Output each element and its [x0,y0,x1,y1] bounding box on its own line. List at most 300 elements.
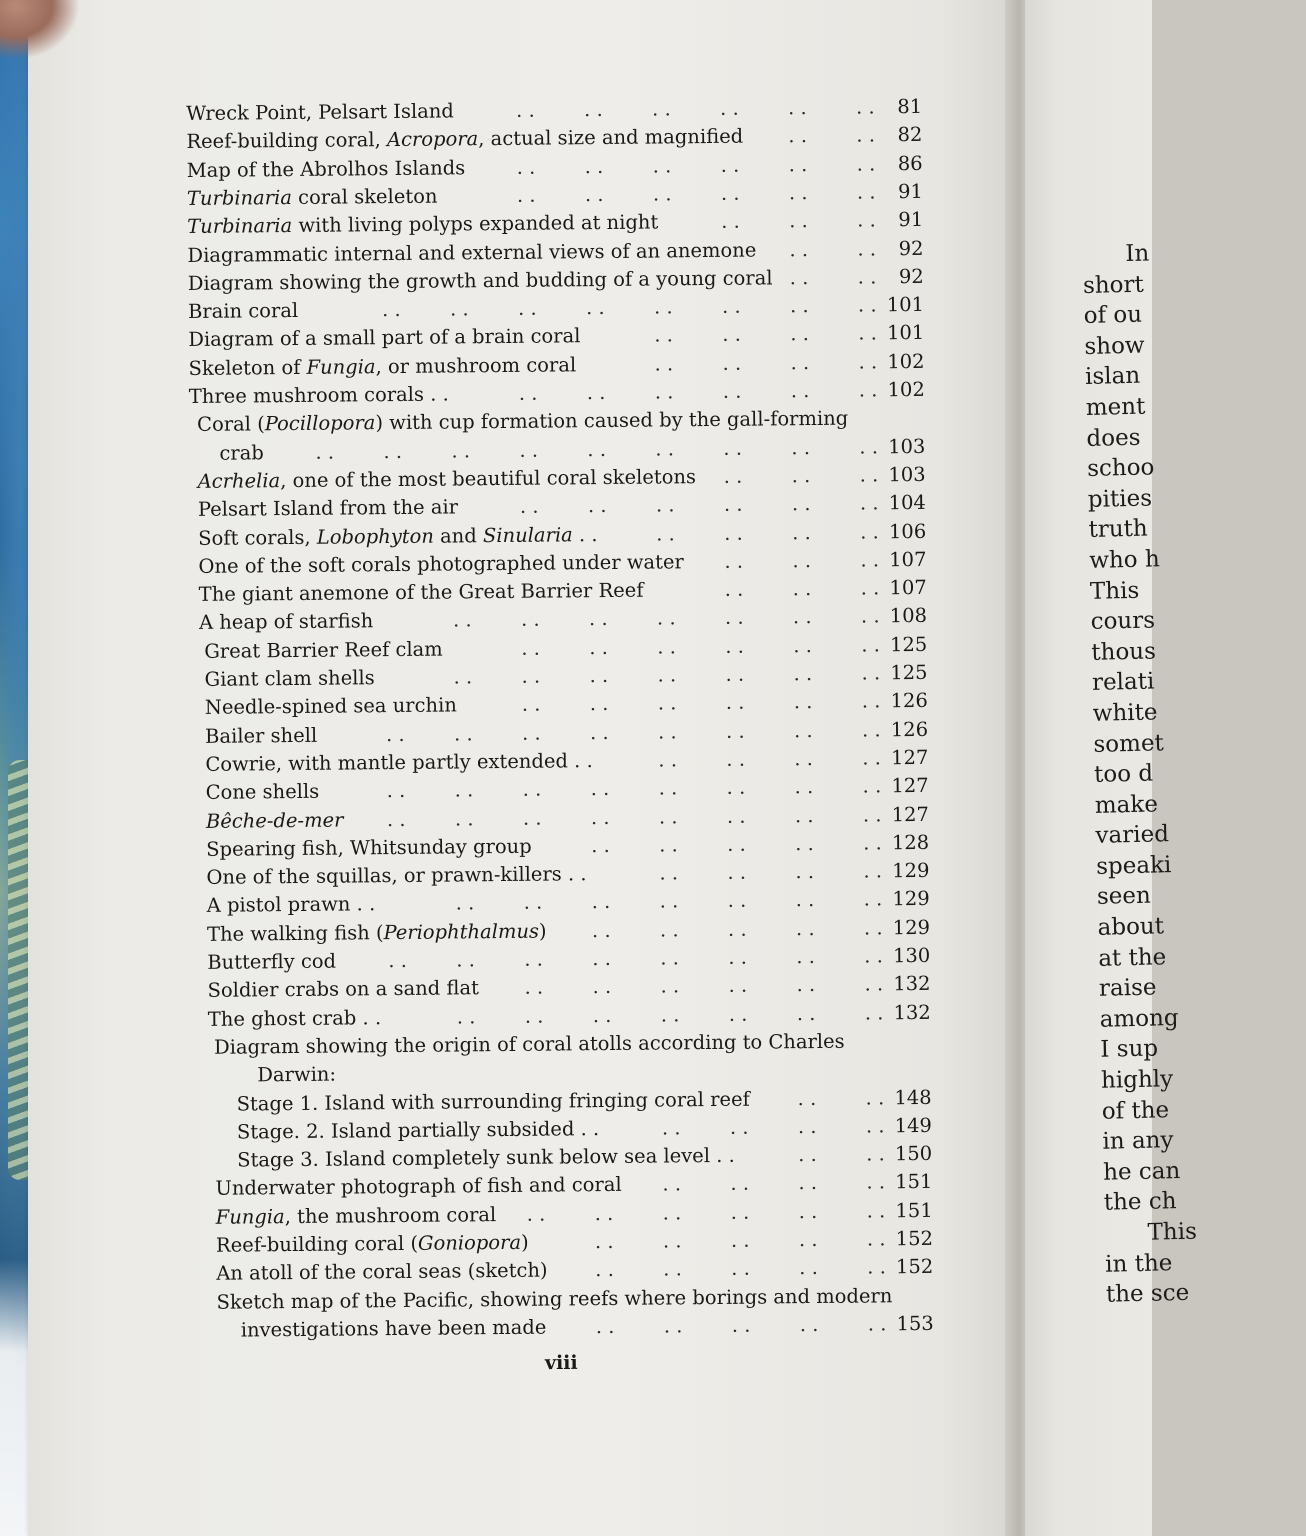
dot-leader: . . [798,1227,818,1252]
right-page-line: of ou [1083,301,1143,330]
dot-leader: . . [721,294,741,318]
right-page-line: speaki [1095,852,1172,880]
dot-leader: . . [864,944,883,968]
entry-text: , one of the most beautiful coral skeletons [280,465,697,493]
dot-leader: . . [663,1257,682,1281]
dot-leader: . . [863,887,883,911]
dot-leader: . . [451,438,471,463]
entry-text: Underwater photograph of fish and coral [215,1173,622,1201]
entry-title [219,439,264,467]
entry-text: Reef-building coral ( [215,1231,419,1257]
dot-leader: . . [659,833,678,857]
right-page-line: raise [1098,974,1157,1003]
dot-leader: . . [857,265,877,289]
dot-leader: . . [795,916,815,940]
right-page-line: truth [1088,515,1148,544]
dot-leader: . . [792,548,812,572]
dot-leader: . . [663,1314,683,1338]
dot-leader: . . [658,804,678,828]
entry-text: One of the squillas, or prawn-killers . . [206,862,587,889]
entry-text: Bailer shell [204,723,318,748]
dot-leader: . . [520,608,540,632]
right-page-line: make [1094,791,1159,819]
entry-text: Soldier crabs on a sand flat [207,976,479,1003]
entry-title [207,948,336,977]
entry-text: Wreck Point, Pelsart Island [186,99,454,125]
dot-leader: . . [385,722,405,746]
italic-name: Sinularia [482,522,573,547]
dot-leader: . . [725,690,745,715]
entry-title [188,297,298,326]
entry-text: Spearing fish, Whitsunday group [206,834,532,861]
dot-leader: . . [516,155,536,179]
dot-leader: . . [728,973,748,998]
right-page-line: seen [1096,883,1152,911]
dot-leader: . . [655,436,675,461]
entry-title [206,860,586,892]
dot-leader: . . [796,1001,816,1025]
dot-leader: . . [657,719,677,744]
dot-leader: . . [386,779,406,803]
dot-leader: . . [725,662,745,686]
dot-leader: . . [860,604,880,628]
dot-leader: . . [724,606,744,630]
dot-leader: . . [654,352,674,376]
dot-leader: . . [799,1256,818,1280]
dot-leader: . . [657,663,677,687]
dot-leader: . . [788,152,808,176]
dot-leader: . . [656,606,676,630]
entry-title [198,463,697,496]
right-page-line: among [1099,1004,1179,1033]
page-number: 91 [898,208,924,232]
dot-leader: . . [856,123,876,147]
dot-leader: . . [662,1200,682,1225]
dot-leader: . . [792,605,812,629]
entry-title [207,891,376,921]
dot-leader: . . [864,1000,884,1025]
dot-leader: . . [793,662,813,686]
entry-text: The ghost crab . . [207,1005,382,1031]
dot-leader: . . [654,323,674,347]
page-number: 128 [891,830,930,855]
dot-leader: . . [791,463,811,488]
dot-leader: . . [789,237,809,261]
right-page-line: the ch [1103,1188,1177,1217]
dot-leader: . . [526,1202,546,1226]
entry-title [215,1171,621,1203]
entry-title [237,1115,600,1146]
page-number: 92 [898,264,924,288]
dot-leader: . . [588,607,608,631]
right-page-line: I sup [1100,1035,1159,1064]
dot-leader: . . [524,947,543,971]
dot-leader: . . [589,692,609,716]
dot-leader: . . [720,153,740,177]
page-number: 150 [894,1141,933,1166]
entry-title [206,778,320,807]
dot-leader: . . [719,96,739,120]
entry-text: Reef-building coral, [186,128,388,154]
italic-name: Fungia [306,354,376,379]
right-page-line: who h [1088,546,1161,574]
dot-leader: . . [793,718,813,742]
entry-text: Coral ( [197,412,265,437]
dot-leader: . . [727,917,747,941]
page-number: 91 [897,179,924,204]
page-number: 103 [888,462,926,487]
dot-leader: . . [792,520,811,544]
entry-text: Three mushroom corals . . [188,382,449,408]
page-number: 101 [886,321,925,345]
dot-leader: . . [863,859,883,883]
dot-leader: . . [656,521,675,546]
entry-text: Needle-spined sea urchin [204,693,457,720]
entry-text: Cone shells [205,779,320,805]
dot-leader: . . [386,807,406,831]
dot-leader: . . [789,265,809,290]
entry-text: . . [572,522,598,546]
dot-leader: . . [856,151,876,176]
dot-leader: . . [855,95,875,119]
dot-leader: . . [866,1199,886,1223]
entry-text: investigations have been made [240,1315,547,1342]
right-page-line: in any [1102,1127,1174,1155]
dot-leader: . . [861,717,881,742]
entry-title [257,1061,336,1090]
dot-leader: . . [517,296,537,320]
page-number: 129 [892,858,930,883]
dot-leader: . . [516,183,536,207]
entry-title [205,721,317,750]
dot-leader: . . [861,633,880,657]
entry-title [204,664,374,694]
entry-text: Cowrie, with mantle partly extended . . [205,749,593,776]
dot-leader: . . [454,806,474,830]
italic-name: Pocillopora [264,411,376,436]
entry-title [188,351,576,383]
dot-leader: . . [793,633,812,657]
right-page-line: at the [1098,943,1167,972]
dot-leader: . . [790,322,809,346]
entry-text: , the mushroom coral [284,1202,497,1228]
page-number: 107 [889,576,927,600]
dot-leader: . . [722,379,742,403]
dot-leader: . . [865,1114,885,1138]
dot-leader: . . [657,691,677,715]
right-page-line: cours [1090,607,1156,636]
dot-leader: . . [453,721,473,746]
entry-text: Giant clam shells [204,666,375,691]
page-number: 126 [890,689,928,713]
dot-leader: . . [858,321,877,345]
dot-leader: . . [723,464,743,488]
dot-leader: . . [584,182,604,207]
dot-leader: . . [655,493,675,517]
dot-leader: . . [453,665,473,689]
dot-leader: . . [519,494,539,519]
right-page-line: This [1147,1218,1198,1246]
dot-leader: . . [653,295,673,319]
dot-leader: . . [797,1114,817,1138]
entry-title [207,975,479,1006]
dot-leader: . . [861,661,881,685]
dot-leader: . . [796,945,815,969]
dot-leader: . . [586,380,606,405]
dot-leader: . . [725,719,745,743]
entry-text: The giant anemone of the Great Barrier Reef [198,578,644,606]
right-page-line: This [1089,577,1140,605]
entry-title [198,548,684,581]
dot-leader: . . [591,890,611,914]
dot-leader: . . [595,1314,615,1339]
page-number: 82 [897,123,923,147]
dot-leader: . . [795,831,814,855]
dot-leader: . . [856,180,876,204]
page-number: 129 [892,915,931,939]
page-number: 81 [897,94,923,119]
entry-title [199,608,373,638]
dot-leader: . . [388,948,407,973]
dot-leader: . . [455,891,475,915]
page-number: 127 [891,802,929,826]
dot-leader: . . [726,775,746,800]
entry-title [237,1142,735,1175]
dot-leader: . . [724,549,744,573]
dot-leader: . . [522,777,542,801]
right-page-line: of the [1101,1096,1170,1125]
right-page-line: highly [1100,1066,1174,1094]
thumb-shadow [0,0,80,60]
dot-leader: . . [859,491,879,515]
dot-leader: . . [584,98,603,122]
page-number: 125 [889,632,928,656]
dot-leader: . . [860,519,879,544]
dot-leader: . . [867,1312,887,1336]
italic-name: Acrhelia [197,469,281,493]
italic-name: Fungia [215,1204,285,1229]
dot-leader: . . [799,1312,819,1337]
page-number: 104 [888,491,927,515]
dot-leader: . . [383,439,403,463]
entry-text: Butterfly cod [207,949,337,974]
italic-name: Bêche-de-mer [205,808,344,833]
dot-leader: . . [787,96,807,120]
dot-leader: . . [858,378,878,402]
italic-name: Turbinaria [187,214,293,239]
page-number: 108 [889,604,928,628]
dot-leader: . . [863,831,882,855]
dot-leader: . . [518,381,538,405]
right-page-line: he can [1102,1157,1181,1186]
entry-text: Stage 1. Island with surrounding fringing coral reef [236,1087,750,1116]
italic-name: Lobophyton [316,524,435,549]
page-number: 102 [887,377,925,402]
entry-title [189,380,449,410]
dot-leader: . . [516,98,535,122]
entry-text: coral skeleton [291,184,438,209]
dot-leader: . . [727,832,746,856]
dot-leader: . . [456,1004,476,1029]
right-page-line: white [1092,699,1158,727]
page-folio: viii [544,1351,578,1375]
page-number: 103 [888,434,926,458]
dot-leader: . . [795,888,815,912]
right-page-line: the sce [1105,1280,1190,1308]
page-number: 152 [895,1226,934,1251]
dot-leader: . . [521,636,540,660]
page-number: 92 [898,236,924,260]
right-page-line: does [1086,424,1141,452]
right-page-text [1082,235,1306,1310]
entry-title [205,747,593,779]
entry-title [216,1201,497,1232]
dot-leader: . . [861,689,881,713]
dot-leader: . . [657,635,676,659]
dot-leader: . . [723,492,743,517]
right-page-line: varied [1095,821,1170,850]
dot-leader: . . [658,748,678,772]
dot-leader: . . [592,1003,612,1027]
entry-text: Diagram showing the growth and budding of a young coral [187,266,773,295]
dot-leader: . . [594,1229,614,1254]
page-number: 107 [889,547,927,572]
dot-leader: . . [659,889,679,913]
entry-text: ) [520,1230,529,1254]
entry-title [187,209,658,242]
right-page [1025,0,1198,1536]
dot-leader: . . [728,1002,748,1026]
page-number: 152 [895,1255,934,1279]
dot-leader: . . [863,916,883,940]
italic-name: Goniopora [417,1230,522,1255]
dot-leader: . . [591,918,611,942]
dot-leader: . . [659,917,679,942]
dot-leader: . . [592,946,611,971]
dot-leader: . . [585,296,605,320]
dot-leader: . . [589,635,608,659]
dot-leader: . . [788,124,808,148]
dot-leader: . . [721,209,740,234]
right-page-line: in the [1104,1249,1173,1278]
dot-leader: . . [652,153,672,178]
right-page-line: too d [1093,760,1154,788]
entry-text: An atoll of the coral seas (sketch) [216,1258,548,1286]
dot-leader: . . [730,1200,750,1224]
entry-title [216,1229,529,1260]
dot-leader: . . [798,1171,818,1195]
entry-text: Diagram of a small part of a brain coral [188,324,581,352]
page-number: 106 [888,519,927,543]
dot-leader: . . [724,577,744,601]
dot-leader: . . [595,1258,614,1282]
page-number: 151 [895,1170,933,1194]
dot-leader: . . [722,323,741,347]
entry-text: A pistol prawn . . [206,892,376,918]
dot-leader: . . [521,721,541,745]
dot-leader: . . [660,974,680,998]
dot-leader: . . [857,208,876,232]
entry-text: Great Barrier Reef clam [204,637,443,663]
entry-title [188,323,580,355]
dot-leader: . . [798,1143,817,1167]
entry-text: Stage 3. Island completely sunk below sea level . . [237,1143,735,1172]
dot-leader: . . [587,494,607,518]
dot-leader: . . [592,975,612,999]
entry-title [186,97,454,128]
dot-leader: . . [589,663,609,688]
dot-leader: . . [860,576,880,600]
right-page-line: short [1082,271,1145,299]
right-page-line: somet [1093,729,1165,758]
dot-leader: . . [523,891,543,915]
entry-text: , actual size and magnified [478,124,744,151]
dot-leader: . . [651,97,671,121]
page-number: 127 [891,745,929,770]
entry-title [187,182,438,212]
dot-leader: . . [454,778,474,802]
dot-leader: . . [791,435,811,459]
entry-text: with living polyps expanded at night [292,210,659,238]
dot-leader: . . [589,720,609,744]
dot-leader: . . [521,692,541,717]
entry-text: Pelsart Island from the air [197,495,459,522]
page-number: 129 [892,887,930,911]
page-number: 153 [896,1311,934,1336]
dot-leader: . . [858,350,878,374]
page-number: 148 [894,1085,932,1109]
dot-leader: . . [587,437,607,461]
page-number: 130 [892,943,931,968]
italic-name: Periophthalmus [383,919,540,944]
right-page-line: pities [1087,485,1153,513]
dot-leader: . . [725,634,744,658]
dot-leader: . . [797,1086,817,1110]
entry-text: Diagrammatic internal and external views of an anemone [187,238,757,267]
dot-leader: . . [798,1199,818,1223]
dot-leader: . . [857,236,877,261]
dot-leader: . . [866,1227,886,1251]
dot-leader: . . [658,776,678,800]
entry-title [198,521,598,553]
page-number: 125 [890,660,928,685]
dot-leader: . . [790,350,810,374]
dot-leader: . . [866,1142,885,1166]
entry-text: , or mushroom coral [375,352,577,378]
dot-leader: . . [727,860,747,884]
dot-leader: . . [652,182,672,206]
dot-leader: . . [521,664,541,688]
dot-leader: . . [864,972,884,996]
entry-text: Map of the Abrolhos Islands [186,155,466,182]
italic-name: Acropora [386,127,479,152]
dot-leader: . . [584,154,604,178]
entry-text: ) [538,919,547,943]
entry-text: crab [219,440,264,465]
dot-leader: . . [731,1313,751,1337]
entry-title [206,833,532,864]
dot-leader: . . [660,1002,680,1027]
right-page-line: thous [1091,638,1157,666]
page-number: 149 [894,1113,932,1138]
dot-leader: . . [590,805,610,829]
dot-leader: . . [796,973,816,997]
dot-leader: . . [865,1085,885,1110]
page-number: 132 [893,972,931,996]
entry-text: Diagram showing the origin of coral atolls according to Charles [213,1029,845,1059]
dot-leader: . . [862,746,882,770]
dot-leader: . . [726,804,746,828]
